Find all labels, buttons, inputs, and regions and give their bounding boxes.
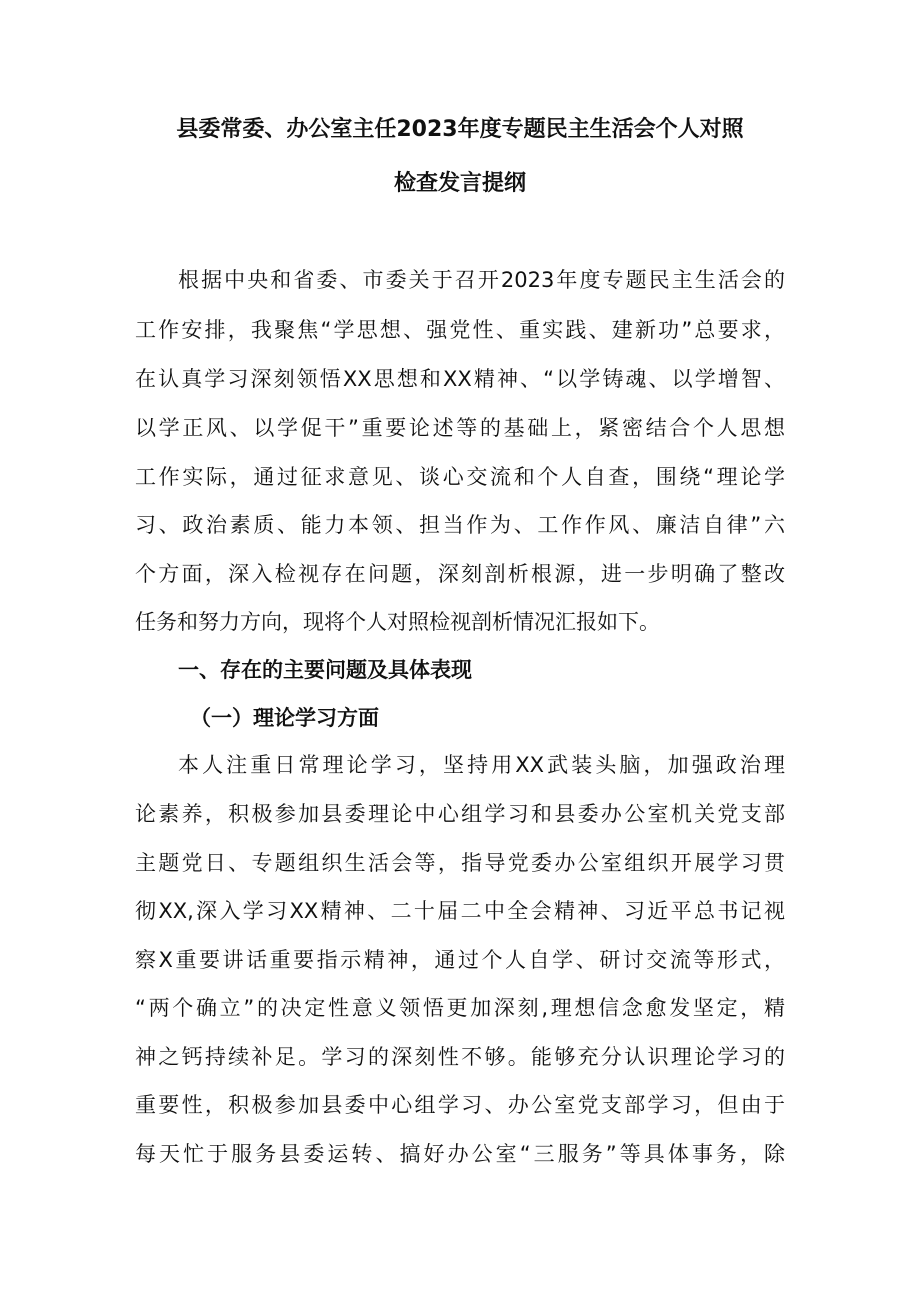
section-line: “两个确立”的决定性意义领悟更加深刻,理想信念愈发坚定，精	[135, 996, 785, 1020]
section-line: 重要性，积极参加县委中心组学习、办公室党支部学习，但由于	[135, 1093, 785, 1117]
section-line: 论素养，积极参加县委理论中心组学习和县委办公室机关党支部	[135, 802, 785, 826]
intro-line: 任务和努力方向，现将个人对照检视剖析情况汇报如下。	[135, 610, 660, 634]
section-heading-1: 一、存在的主要问题及具体表现	[178, 658, 472, 682]
document-title-line-1: 县委常委、办公室主任2023年度专题民主生活会个人对照	[176, 117, 744, 142]
intro-line: 根据中央和省委、市委关于召开2023年度专题民主生活会的	[178, 268, 785, 292]
document-title-line-2: 检查发言提纲	[393, 171, 526, 196]
intro-line: 工作安排，我聚焦“学思想、强党性、重实践、建新功”总要求，	[135, 318, 785, 342]
intro-line: 工作实际，通过征求意见、谈心交流和个人自查，围绕“理论学	[135, 465, 785, 489]
intro-line: 个方面，深入检视存在问题，深刻剖析根源，进一步明确了整改	[135, 562, 785, 586]
section-line: 本人注重日常理论学习，坚持用XX武装头脑，加强政治理	[178, 753, 785, 777]
section-heading-2: （一）理论学习方面	[190, 706, 379, 730]
section-line: 彻XX,深入学习XX精神、二十届二中全会精神、习近平总书记视	[135, 899, 785, 923]
section-line: 神之钙持续补足。学习的深刻性不够。能够充分认识理论学习的	[135, 1045, 785, 1069]
intro-line: 习、政治素质、能力本领、担当作为、工作作风、廉洁自律”六	[135, 513, 785, 537]
intro-line: 在认真学习深刻领悟XX思想和XX精神、“以学铸魂、以学增智、	[135, 367, 785, 391]
section-line: 每天忙于服务县委运转、搞好办公室“三服务”等具体事务，除	[135, 1142, 785, 1166]
intro-line: 以学正风、以学促干”重要论述等的基础上，紧密结合个人思想	[135, 416, 785, 440]
section-line: 主题党日、专题组织生活会等，指导党委办公室组织开展学习贯	[135, 851, 785, 875]
section-line: 察X重要讲话重要指示精神，通过个人自学、研讨交流等形式，	[135, 948, 785, 972]
